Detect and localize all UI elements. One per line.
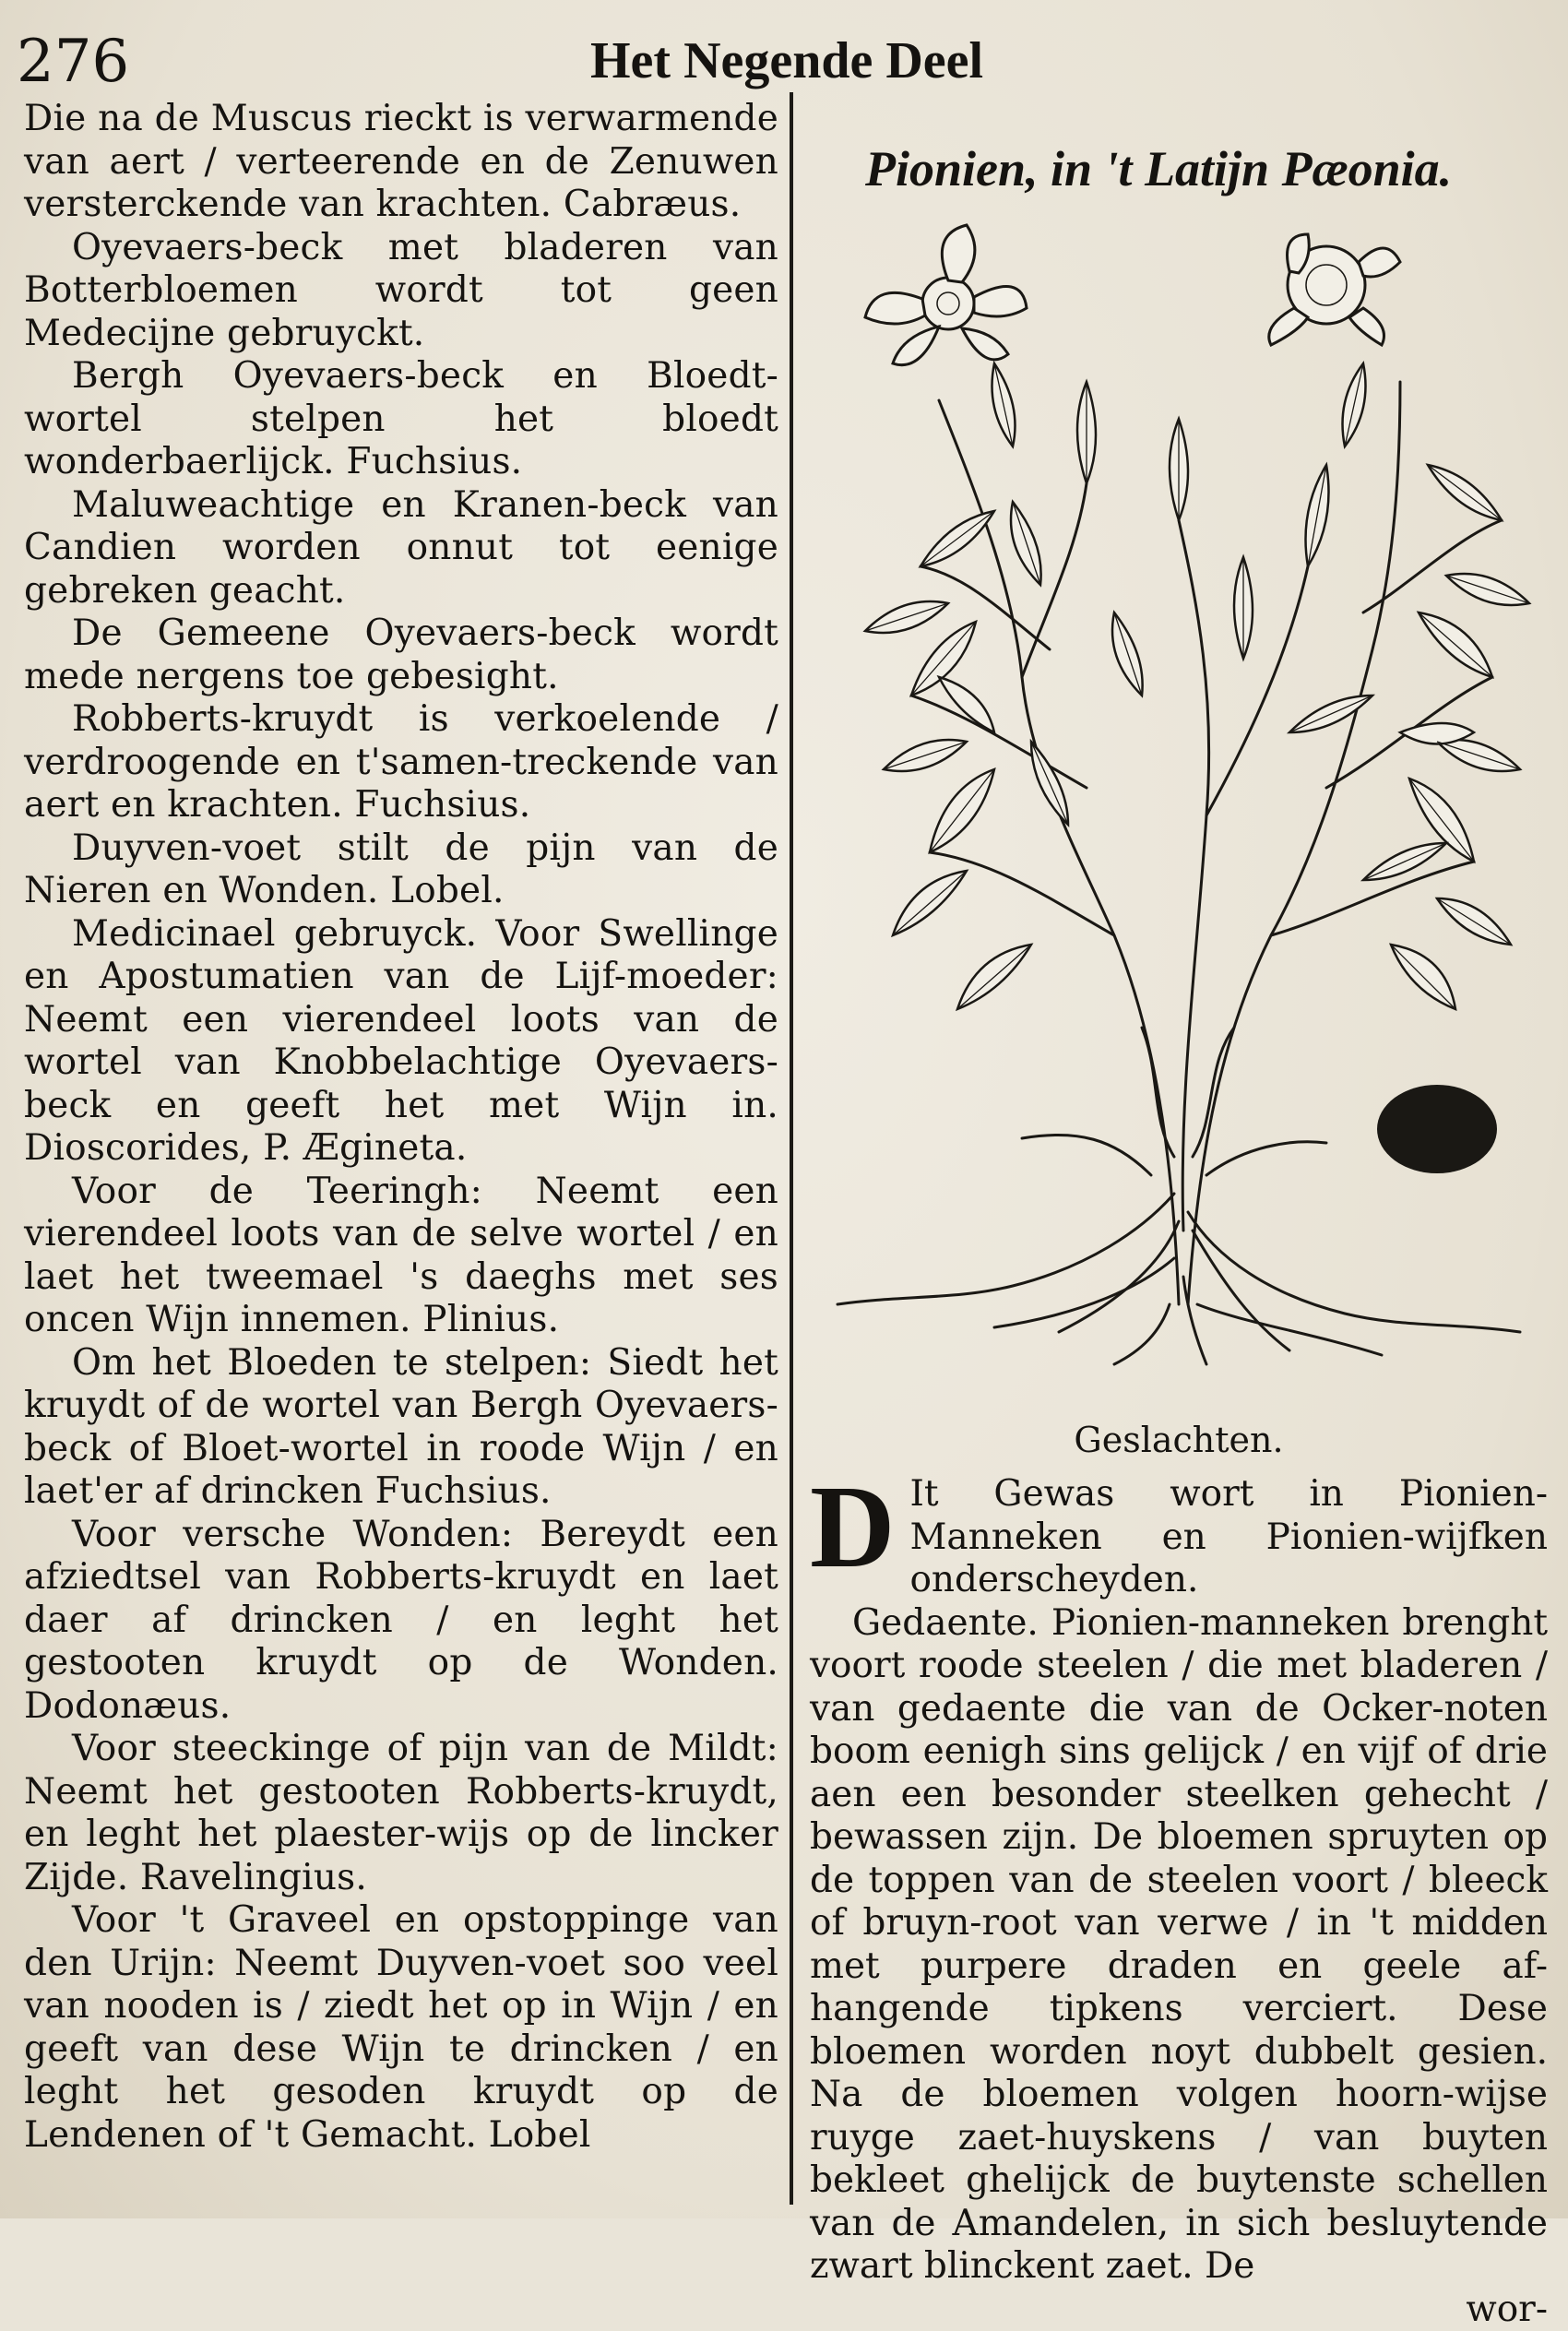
paragraph: Voor de Teeringh: Neemt een vierendeel loots van de selve wortel / en laet het tweemael 's daeghs met ses oncen Wijn innemen. Plinius. [24, 1170, 778, 1340]
body-paragraph: Gedaente. Pionien-manneken brenght voort roode steelen / die met bladeren / van gedaente die van de Ocker-noten boom eenigh sins gelijck / en vijf of drie aen een besonder steelken gehecht / bewassen zijn. De bloemen spruyten op de toppen van de steelen voort / bleeck of bruyn-root van verwe / in 't midden met purpere draden en geele af-hangende tipkens verciert. Dese bloemen worden noyt dubbelt gesien. Na de bloemen volgen hoorn-wijse ruyge zaet-huyskens / van buyten bekleet ghelijck de buytenste schellen van de Amandelen, in sich besluytende zwart blinckent zaet. De [810, 1601, 1548, 2287]
page-header-title: Het Negende Deel [590, 32, 984, 89]
paragraph: Oyevaers-beck met bladeren van Botterbloemen wordt tot geen Medecijne gebruyckt. [24, 226, 778, 354]
paragraph: Robberts-kruydt is verkoelende / verdroogende en t'samen-treckende van aert en krachten. Fuchsius. [24, 698, 778, 826]
paragraph: De Gemeene Oyevaers-beck wordt mede nergens toe gebesight. [24, 612, 778, 697]
running-head [0, 20, 1568, 103]
paragraph: Maluweachtige en Kranen-beck van Candien worden onnut tot eenige gebreken geacht. [24, 483, 778, 612]
drop-cap: D [810, 1461, 896, 1592]
paragraph: Bergh Oyevaers-beck en Bloedt-wortel stelpen het bloedt wonderbaerlijck. Fuchsius. [24, 355, 778, 482]
seed-illustration [1377, 1085, 1497, 1173]
paragraph: Medicinael gebruyck. Voor Swellinge en Apostumatien van de Lijf-moeder: Neemt een vierendeel loots van de wortel van Knobbelachtige Oyevaers-beck en geeft het met Wijn in. Dioscorides, P. Ægineta. [24, 912, 778, 1169]
paragraph: Duyven-voet stilt de pijn van de Nieren en Wonden. Lobel. [24, 827, 778, 911]
catchword: wor- [1466, 2288, 1548, 2330]
paragraph: Voor steeckinge of pijn van de Mildt: Neemt het gestooten Robberts-kruydt, en leght het plaester-wijs op de lincker Zijde. Ravelingius. [24, 1728, 778, 1898]
paragraph: Om het Bloeden te stelpen: Siedt het kruydt of de wortel van Bergh Oyevaers-beck of Bloet-wortel in roode Wijn / en laet'er af drincken Fuchsius. [24, 1341, 778, 1512]
paragraph: Voor 't Graveel en opstoppinge van den Urijn: Neemt Duyven-voet soo veel van nooden is / ziedt het op in Wijn / en geeft van dese Wijn te drincken / en leght het gesoden kruydt op de Lendenen of 't Gemacht. Lobel [24, 1899, 778, 2156]
page-number: 276 [17, 28, 130, 96]
intro-text: It Gewas wort in Pionien-Manneken en Pionien-wijfken onderscheyden. [909, 1473, 1548, 1600]
column-divider [790, 92, 793, 2205]
peony-woodcut-illustration [810, 216, 1548, 1420]
figure-caption: Geslachten. [1074, 1420, 1284, 1460]
right-text-column [810, 129, 1548, 2331]
section-title: Pionien, in 't Latijn Pæonia. [865, 141, 1453, 196]
left-text-column [24, 98, 778, 2157]
intro-paragraph [810, 1461, 1548, 1602]
paragraph: Die na de Muscus rieckt is verwarmende van aert / verteerende en de Zenuwen versterckende van krachten. Cabræus. [24, 98, 778, 225]
paragraph: Voor versche Wonden: Bereydt een afziedtsel van Robberts-kruydt en laet daer af drincken / en leght het gestooten kruydt op de Wonden. Dodonæus. [24, 1513, 778, 1727]
peony-plant-drawing [810, 216, 1548, 1420]
